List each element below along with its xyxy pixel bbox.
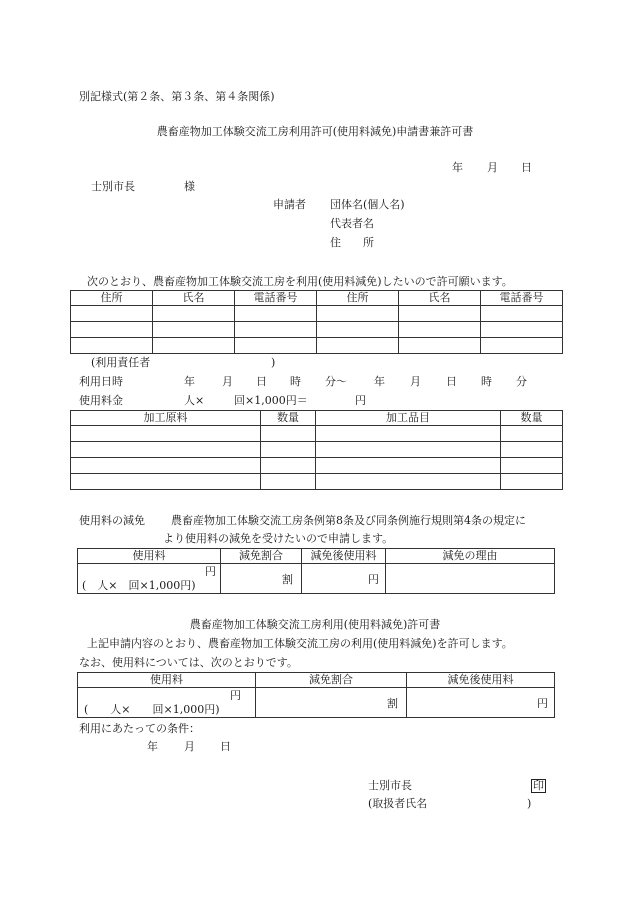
reduction-after-cell[interactable] [302, 564, 386, 594]
applicant-label: 申請者 [273, 198, 306, 211]
reduction-table [77, 548, 555, 594]
materials-table [70, 410, 563, 490]
permit-ratio-cell[interactable] [256, 688, 407, 718]
table-row [71, 474, 563, 490]
signature-mayor: 士別市長 [368, 779, 412, 792]
table-cell[interactable] [399, 338, 481, 354]
usage-datetime-label: 利用日時 [79, 375, 123, 388]
table-cell[interactable] [316, 442, 501, 458]
table-cell[interactable] [481, 322, 563, 338]
addressee-honorific: 様 [184, 180, 195, 193]
usage-minute-from-label: 分～ [325, 375, 347, 388]
date-year-label: 年 [452, 161, 463, 174]
permit-header-ratio: 減免割合 [256, 673, 407, 688]
persons-header-name: 氏名 [153, 291, 235, 306]
table-cell[interactable] [316, 474, 501, 490]
reduction-fee-formula: ( 人× 回×1,000円) [82, 578, 196, 592]
table-row [71, 442, 563, 458]
responsible-person-label: (利用責任者 [91, 356, 151, 369]
persons-header-phone: 電話番号 [235, 291, 317, 306]
permit-fee-yen: 円 [230, 688, 241, 702]
reduction-reason-cell[interactable] [386, 564, 555, 594]
table-cell[interactable] [501, 474, 563, 490]
materials-header-product: 加工品目 [316, 411, 501, 426]
table-row [78, 564, 555, 594]
table-row [71, 306, 563, 322]
permit-header-fee: 使用料 [78, 673, 256, 688]
seal-mark: 印 [533, 779, 544, 792]
permit-title: 農畜産物加工体験交流工房利用(使用料減免)許可書 [189, 618, 441, 631]
fee-persons-label: 人× [184, 394, 205, 407]
usage-month-label: 月 [222, 375, 233, 388]
usage-day-label: 日 [256, 375, 267, 388]
signature-handler-close: ) [527, 797, 532, 810]
table-cell[interactable] [235, 322, 317, 338]
permit-table [77, 672, 555, 718]
table-cell[interactable] [316, 426, 501, 442]
persons-table [70, 290, 563, 354]
persons-header-phone-2: 電話番号 [481, 291, 563, 306]
signature-handler-label: (取扱者氏名 [368, 797, 428, 810]
reduction-header-reason: 減免の理由 [386, 549, 555, 564]
table-cell[interactable] [153, 306, 235, 322]
form-number: 別記様式(第２条、第３条、第４条関係) [79, 90, 275, 103]
reduction-ratio-cell[interactable] [221, 564, 302, 594]
date-day-label: 日 [521, 161, 532, 174]
usage-year2-label: 年 [374, 375, 385, 388]
responsible-person-close: ) [271, 356, 276, 369]
reduction-header-ratio: 減免割合 [221, 549, 302, 564]
table-cell[interactable] [261, 442, 316, 458]
fee-label: 使用料金 [79, 394, 123, 407]
conditions-month-label: 月 [184, 740, 195, 753]
document-title: 農畜産物加工体験交流工房利用許可(使用料減免)申請書兼許可書 [156, 125, 474, 138]
materials-header-qty: 数量 [261, 411, 316, 426]
table-cell[interactable] [261, 458, 316, 474]
usage-day2-label: 日 [446, 375, 457, 388]
table-row [78, 688, 555, 718]
table-cell[interactable] [71, 306, 153, 322]
table-cell[interactable] [399, 306, 481, 322]
reduction-label: 使用料の減免 [79, 514, 145, 527]
table-cell[interactable] [501, 426, 563, 442]
table-cell[interactable] [71, 322, 153, 338]
table-cell[interactable] [261, 426, 316, 442]
usage-minute2-label: 分 [516, 375, 527, 388]
applicant-address: 住 所 [330, 236, 374, 249]
table-row [71, 426, 563, 442]
table-cell[interactable] [317, 306, 399, 322]
table-cell[interactable] [317, 322, 399, 338]
permit-header-after: 減免後使用料 [407, 673, 555, 688]
table-cell[interactable] [235, 306, 317, 322]
table-cell[interactable] [399, 322, 481, 338]
persons-header-address: 住所 [71, 291, 153, 306]
table-cell[interactable] [153, 322, 235, 338]
applicant-group-name: 団体名(個人名) [330, 198, 405, 211]
permit-after-cell[interactable] [407, 688, 555, 718]
reduction-header-fee: 使用料 [78, 549, 221, 564]
table-cell[interactable] [261, 474, 316, 490]
table-cell[interactable] [153, 338, 235, 354]
materials-header-raw: 加工原料 [71, 411, 261, 426]
usage-year-label: 年 [184, 375, 195, 388]
permit-ratio-unit: 割 [387, 696, 398, 710]
fee-yen-label: 円 [355, 394, 366, 407]
addressee-name: 士別市長 [91, 180, 135, 193]
table-cell[interactable] [481, 306, 563, 322]
table-cell[interactable] [501, 442, 563, 458]
table-cell[interactable] [71, 426, 261, 442]
table-cell[interactable] [71, 474, 261, 490]
usage-hour2-label: 時 [481, 375, 492, 388]
request-text: 次のとおり、農畜産物加工体験交流工房を利用(使用料減免)したいので許可願います。 [87, 275, 513, 288]
permit-after-yen: 円 [537, 696, 548, 710]
conditions-label: 利用にあたっての条件： [79, 722, 200, 735]
reduction-header-after: 減免後使用料 [302, 549, 386, 564]
permit-text-line1: 上記申請内容のとおり、農畜産物加工体験交流工房の利用(使用料減免)を許可します。 [87, 637, 513, 650]
permit-fee-cell[interactable] [78, 688, 256, 718]
table-cell[interactable] [316, 458, 501, 474]
fee-formula: 回×1,000円＝ [234, 394, 308, 407]
table-row [71, 322, 563, 338]
usage-hour-label: 時 [290, 375, 301, 388]
usage-month2-label: 月 [410, 375, 421, 388]
conditions-day-label: 日 [220, 740, 231, 753]
table-row [71, 458, 563, 474]
applicant-representative: 代表者名 [330, 217, 374, 230]
table-cell[interactable] [71, 458, 261, 474]
table-cell[interactable] [71, 338, 153, 354]
materials-header-qty-2: 数量 [501, 411, 563, 426]
table-cell[interactable] [481, 338, 563, 354]
date-month-label: 月 [487, 161, 498, 174]
reduction-after-yen: 円 [368, 572, 379, 586]
permit-text-line2: なお、使用料については、次のとおりです。 [79, 656, 298, 669]
reduction-text-line1: 農畜産物加工体験交流工房条例第8条及び同条例施行規則第4条の規定に [171, 514, 526, 527]
table-cell[interactable] [71, 442, 261, 458]
table-row [71, 338, 563, 354]
table-cell[interactable] [501, 458, 563, 474]
reduction-ratio-unit: 割 [282, 572, 293, 586]
reduction-text-line2: より使用料の減免を受けたいので申請します。 [163, 532, 394, 545]
persons-header-name-2: 氏名 [399, 291, 481, 306]
conditions-year-label: 年 [147, 740, 158, 753]
persons-header-address-2: 住所 [317, 291, 399, 306]
table-cell[interactable] [317, 338, 399, 354]
reduction-fee-cell[interactable] [78, 564, 221, 594]
permit-fee-formula: ( 人× 回×1,000円) [84, 702, 220, 716]
reduction-fee-yen: 円 [205, 564, 216, 578]
table-cell[interactable] [235, 338, 317, 354]
